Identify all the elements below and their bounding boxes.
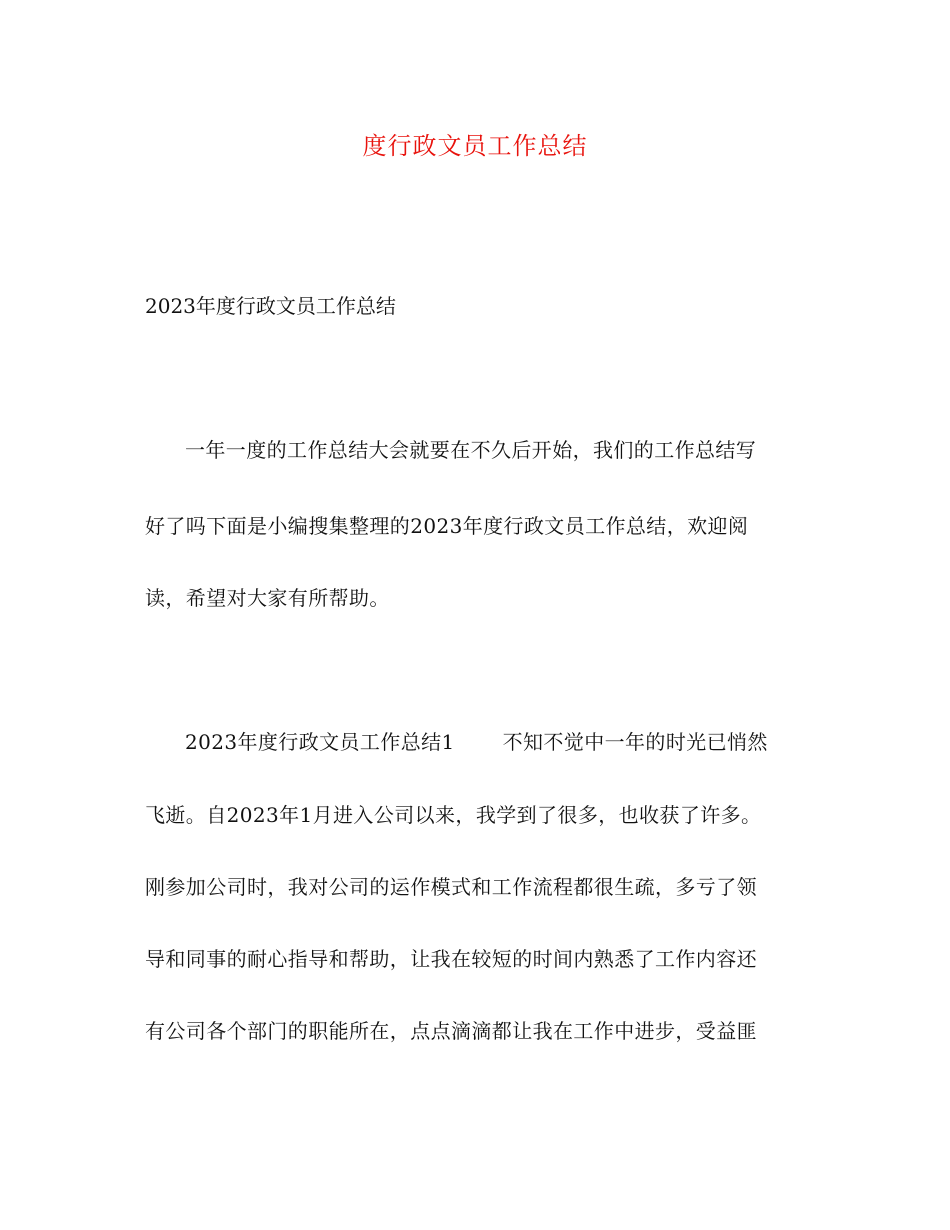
section1-heading: 2023年度行政文员工作总结1 <box>185 730 455 754</box>
document-subtitle: 2023年度行政文员工作总结 <box>145 294 396 318</box>
intro-line-2: 好了吗下面是小编搜集整理的2023年度行政文员工作总结，欢迎阅 <box>145 514 749 538</box>
section1-line-4: 导和同事的耐心指导和帮助，让我在较短的时间内熟悉了工作内容还 <box>145 947 757 971</box>
document-title: 度行政文员工作总结 <box>362 132 588 160</box>
section1-line-5: 有公司各个部门的职能所在，点点滴滴都让我在工作中进步，受益匪 <box>145 1019 757 1043</box>
section1-first-line-text: 不知不觉中一年的时光已悄然 <box>502 730 768 754</box>
section1-first-line <box>185 726 768 758</box>
intro-line-1: 一年一度的工作总结大会就要在不久后开始，我们的工作总结写 <box>185 438 757 462</box>
section1-line-3: 刚参加公司时，我对公司的运作模式和工作流程都很生疏，多亏了领 <box>145 875 757 899</box>
intro-line-3: 读，希望对大家有所帮助。 <box>145 586 390 610</box>
section1-line-2: 飞逝。自2023年1月进入公司以来，我学到了很多，也收获了许多。 <box>145 803 762 827</box>
